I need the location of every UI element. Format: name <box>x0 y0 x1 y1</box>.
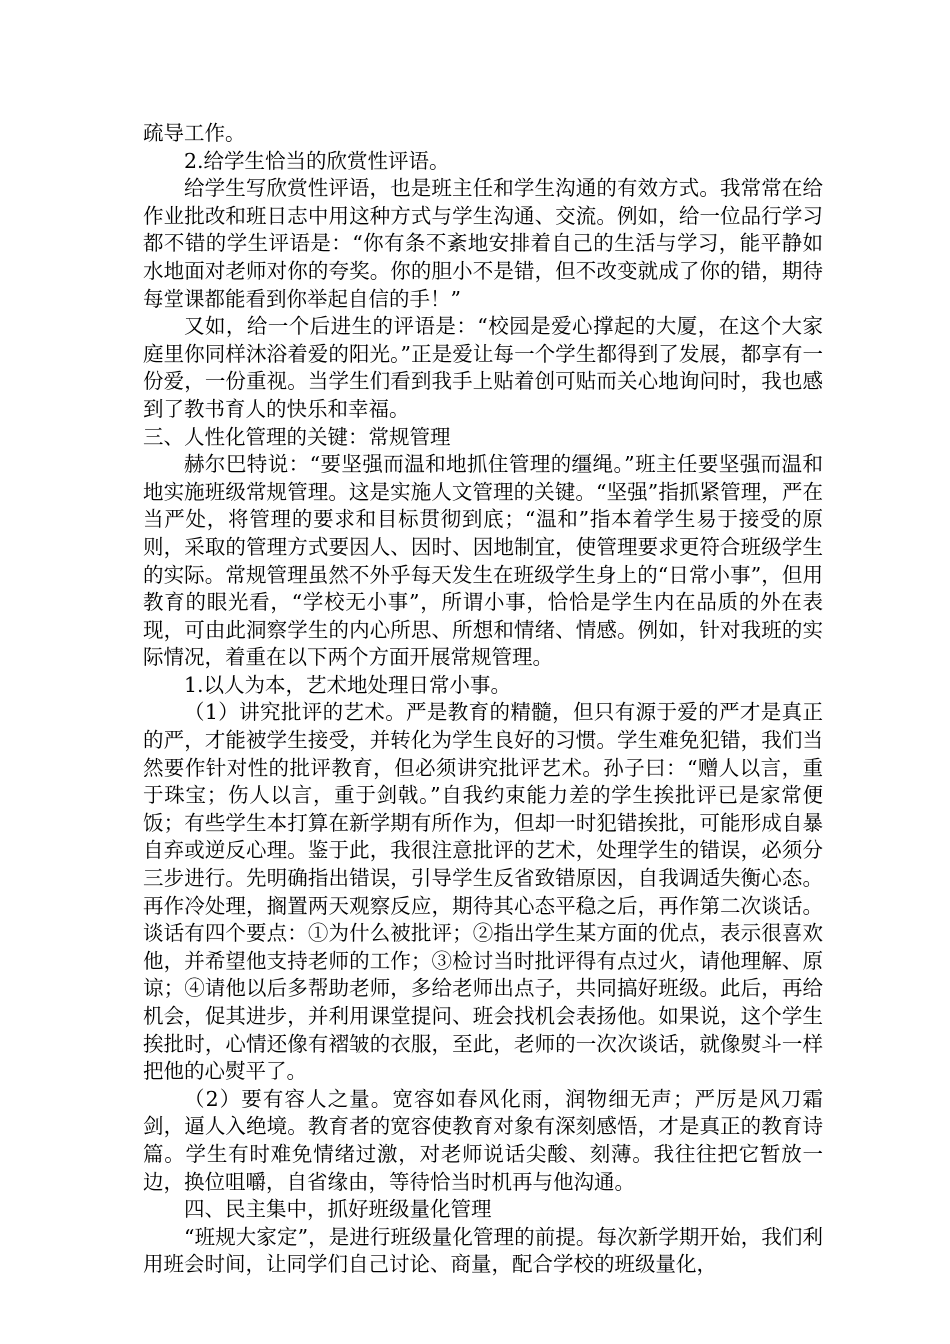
paragraph-herbart-quote: 赫尔巴特说：“要坚强而温和地抓住管理的缰绳。”班主任要坚强而温和地实施班级常规管理。这是实施人文管理的关键。“坚强”指抓紧管理，严在当严处，将管理的要求和目标贯彻到底；“温和”指本着学生易于接受的原则，采取的管理方式要因人、因时、因地制宜，使管理要求更符合班级学生的实际。常规管理虽然不外乎每天发生在班级学生身上的“日常小事”，但用教育的眼光看，“学校无小事”，所谓小事，恰恰是学生内在品质的外在表现，可由此洞察学生的内心所思、所想和情绪、情感。例如，针对我班的实际情况，着重在以下两个方面开展常规管理。 <box>143 452 823 670</box>
paragraph-art-of-criticism: （1）讲究批评的艺术。严是教育的精髓，但只有源于爱的严才是真正的严，才能被学生接受，并转化为学生良好的习惯。学生难免犯错，我们当然要作针对性的批评教育，但必须讲究批评艺术。孙子曰：“赠人以言，重于珠宝；伤人以言，重于剑戟。”自我约束能力差的学生挨批评已是家常便饭；有些学生本打算在新学期有所作为，但却一时犯错挨批，可能形成自暴自弃或逆反心理。鉴于此，我很注意批评的艺术，处理学生的错误，必须分三步进行。先明确指出错误，引导学生反省致错原因，自我调适失衡心态。再作冷处理，搁置两天观察反应，期待其心态平稳之后，再作第二次谈话。谈话有四个要点：①为什么被批评；②指出学生某方面的优点，表示很喜欢他，并希望他支持老师的工作；③检讨当时批评得有点过火，请他理解、原谅；④请他以后多帮助老师，多给老师出点子，共同搞好班级。此后，再给机会，促其进步，并利用课堂提问、班会找机会表扬他。如果说，这个学生挨批时，心情还像有褶皱的衣服，至此，老师的一次次谈话，就像熨斗一样把他的心熨平了。 <box>143 700 823 1084</box>
paragraph-continuation: 疏导工作。 <box>143 121 246 145</box>
document-page <box>143 120 823 1279</box>
section-heading-routine-management: 三、人性化管理的关键：常规管理 <box>143 424 451 449</box>
subheading-people-oriented: 1.以人为本，艺术地处理日常小事。 <box>184 672 512 697</box>
section-heading-quantified-management: 四、民主集中，抓好班级量化管理 <box>184 1197 492 1222</box>
paragraph-tolerance: （2）要有容人之量。宽容如春风化雨，润物细无声；严厉是风刀霜剑，逼人入绝境。教育者的宽容使教育对象有深刻感悟，才是真正的教育诗篇。学生有时难免情绪过激，对老师说话尖酸、刻薄。我往往把它暂放一边，换位咀嚼，自省缘由，等待恰当时机再与他沟通。 <box>143 1086 823 1194</box>
paragraph-appreciative-comments: 给学生写欣赏性评语，也是班主任和学生沟通的有效方式。我常常在给作业批改和班日志中用这种方式与学生沟通、交流。例如，给一位品行学习都不错的学生评语是：“你有条不紊地安排着自己的生活与学习，能平静如水地面对老师对你的夸奖。你的胆小不是错，但不改变就成了你的错，期待每堂课都能看到你举起自信的手！” <box>143 176 823 311</box>
paragraph-class-rules: “班规大家定”，是进行班级量化管理的前提。每次新学期开始，我们利用班会时间，让同学们自己讨论、商量，配合学校的班级量化， <box>143 1224 823 1277</box>
paragraph-struggling-student-comment: 又如，给一个后进生的评语是：“校园是爱心撑起的大厦，在这个大家庭里你同样沐浴着爱的阳光。”正是爱让每一个学生都得到了发展，都享有一份爱，一份重视。当学生们看到我手上贴着创可贴而关心地询问时，我也感到了教书育人的快乐和幸福。 <box>143 314 823 421</box>
subheading-appreciative-comments: 2.给学生恰当的欣赏性评语。 <box>184 148 450 173</box>
